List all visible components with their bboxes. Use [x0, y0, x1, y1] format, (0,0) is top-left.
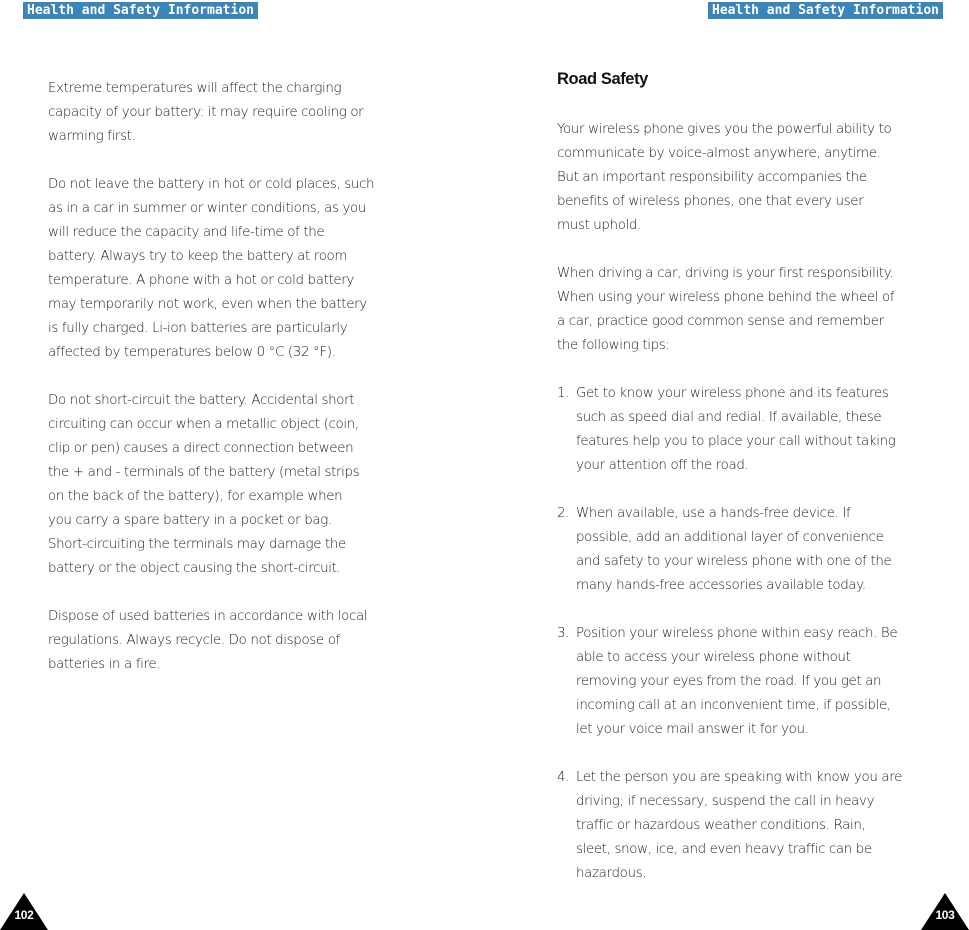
text-line: benefits of wireless phones, one that every user — [557, 194, 864, 209]
text-line: Let the person you are speaking with know you are — [576, 770, 902, 785]
text-line: possible, add an additional layer of convenience — [576, 530, 884, 545]
page-number-left: 102 — [14, 908, 34, 922]
header-tab-left: Health and Safety Information — [23, 2, 258, 19]
text-line: the + and - terminals of the battery (metal strips — [48, 465, 360, 480]
tip-number: 2. — [557, 506, 570, 521]
tips-list — [557, 382, 957, 886]
text-line: must uphold. — [557, 218, 641, 233]
text-line: and safety to your wireless phone with one of the — [576, 554, 892, 569]
text-line: batteries in a fire. — [48, 657, 161, 672]
text-line: you carry a spare battery in a pocket or bag. — [48, 513, 332, 528]
text-line: Your wireless phone gives you the powerful ability to — [557, 122, 892, 137]
text-line: affected by temperatures below 0 °C (32 °F). — [48, 345, 336, 360]
text-line: battery or the object causing the short-circuit. — [48, 561, 341, 576]
text-line: such as speed dial and redial. If available, these — [576, 410, 882, 425]
text-line: Do not leave the battery in hot or cold places, such — [48, 177, 375, 192]
tip-number: 3. — [557, 626, 570, 641]
text-line: may temporarily not work, even when the battery — [48, 297, 367, 312]
text-line: features help you to place your call without taking — [576, 434, 896, 449]
text-line: When driving a car, driving is your first responsibility. — [557, 266, 894, 281]
text-line: many hands-free accessories available today. — [576, 578, 866, 593]
paragraph — [557, 262, 957, 358]
page-number-marker-left — [0, 893, 48, 930]
text-line: communicate by voice-almost anywhere, anytime. — [557, 146, 881, 161]
text-line: the following tips: — [557, 338, 670, 353]
text-line: When using your wireless phone behind the wheel of — [557, 290, 895, 305]
paragraph — [48, 173, 418, 365]
text-line: sleet, snow, ice, and even heavy traffic can be — [576, 842, 872, 857]
text-line: battery. Always try to keep the battery at room — [48, 249, 348, 264]
text-line: is fully charged. Li-ion batteries are particularly — [48, 321, 348, 336]
tip-item — [557, 622, 957, 742]
text-line: as in a car in summer or winter conditions, as you — [48, 201, 367, 216]
text-line: hazardous. — [576, 866, 647, 881]
text-line: But an important responsibility accompanies the — [557, 170, 867, 185]
paragraph — [48, 77, 418, 149]
paragraph — [557, 118, 957, 238]
text-line: temperature. A phone with a hot or cold battery — [48, 273, 354, 288]
section-heading: Road Safety — [557, 70, 648, 88]
paragraph — [48, 389, 418, 581]
left-page-body — [48, 77, 418, 701]
text-line: When available, use a hands-free device. If — [576, 506, 851, 521]
text-line: Dispose of used batteries in accordance with local — [48, 609, 368, 624]
text-line: driving; if necessary, suspend the call in heavy — [576, 794, 875, 809]
tip-item — [557, 382, 957, 478]
text-line: on the back of the battery), for example when — [48, 489, 343, 504]
tip-number: 1. — [557, 386, 570, 401]
text-line: removing your eyes from the road. If you get an — [576, 674, 882, 689]
page-number-marker-right — [921, 893, 969, 930]
right-page-body — [557, 118, 957, 910]
text-line: a car, practice good common sense and remember — [557, 314, 884, 329]
header-tab-right: Health and Safety Information — [708, 2, 943, 19]
text-line: capacity of your battery: it may require cooling or — [48, 105, 364, 120]
text-line: clip or pen) causes a direct connection between — [48, 441, 354, 456]
text-line: able to access your wireless phone without — [576, 650, 851, 665]
text-line: traffic or hazardous weather conditions. Rain, — [576, 818, 866, 833]
tip-item — [557, 766, 957, 886]
text-line: Extreme temperatures will affect the charging — [48, 81, 342, 96]
text-line: regulations. Always recycle. Do not dispose of — [48, 633, 340, 648]
text-line: Position your wireless phone within easy reach. Be — [576, 626, 898, 641]
text-line: warming first. — [48, 129, 136, 144]
text-line: circuiting can occur when a metallic object (coin, — [48, 417, 359, 432]
text-line: let your voice mail answer it for you. — [576, 722, 809, 737]
text-line: will reduce the capacity and life-time of the — [48, 225, 325, 240]
paragraph — [48, 605, 418, 677]
text-line: Short-circuiting the terminals may damage the — [48, 537, 346, 552]
intro-paragraphs — [557, 118, 957, 358]
text-line: Get to know your wireless phone and its features — [576, 386, 889, 401]
tip-item — [557, 502, 957, 598]
text-line: incoming call at an inconvenient time, if possible, — [576, 698, 891, 713]
page-number-right: 103 — [935, 908, 955, 922]
text-line: your attention off the road. — [576, 458, 749, 473]
text-line: Do not short-circuit the battery. Accidental short — [48, 393, 355, 408]
tip-number: 4. — [557, 770, 570, 785]
